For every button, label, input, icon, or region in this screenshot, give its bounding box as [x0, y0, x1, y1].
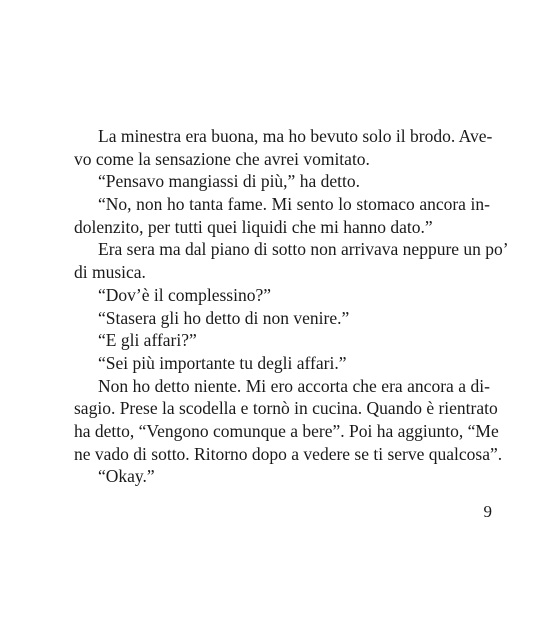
- text-line: “Pensavo mangiassi di più,” ha detto.: [98, 171, 360, 192]
- text-line: La minestra era buona, ma ho bevuto solo il brodo. Ave-: [98, 126, 493, 146]
- text-line: “Sei più importante tu degli affari.”: [98, 352, 347, 373]
- text-line: sagio. Prese la scodella e tornò in cucina. Quando è rientrato: [74, 398, 498, 419]
- text-line: “No, non ho tanta fame. Mi sento lo stomaco ancora in-: [98, 194, 490, 215]
- text-line: dolenzito, per tutti quei liquidi che mi hanno dato.”: [74, 216, 433, 237]
- body-text: [74, 125, 509, 488]
- text-line: “Stasera gli ho detto di non venire.”: [98, 307, 350, 328]
- text-line: Non ho detto niente. Mi ero accorta che era ancora a di-: [98, 375, 490, 396]
- text-line: Era sera ma dal piano di sotto non arrivava neppure un po’: [98, 239, 509, 260]
- text-line: ha detto, “Vengono comunque a bere”. Poi ha aggiunto, “Me: [74, 420, 499, 441]
- text-line: “Okay.”: [98, 466, 155, 487]
- text-line: vo come la sensazione che avrei vomitato.: [74, 148, 370, 169]
- text-line: ne vado di sotto. Ritorno dopo a vedere se ti serve qualcosa”.: [74, 443, 503, 464]
- text-line: “E gli affari?”: [98, 330, 197, 351]
- text-line: “Dov’è il complessino?”: [98, 284, 272, 305]
- page-number: 9: [483, 502, 492, 521]
- text-line: di musica.: [74, 262, 146, 283]
